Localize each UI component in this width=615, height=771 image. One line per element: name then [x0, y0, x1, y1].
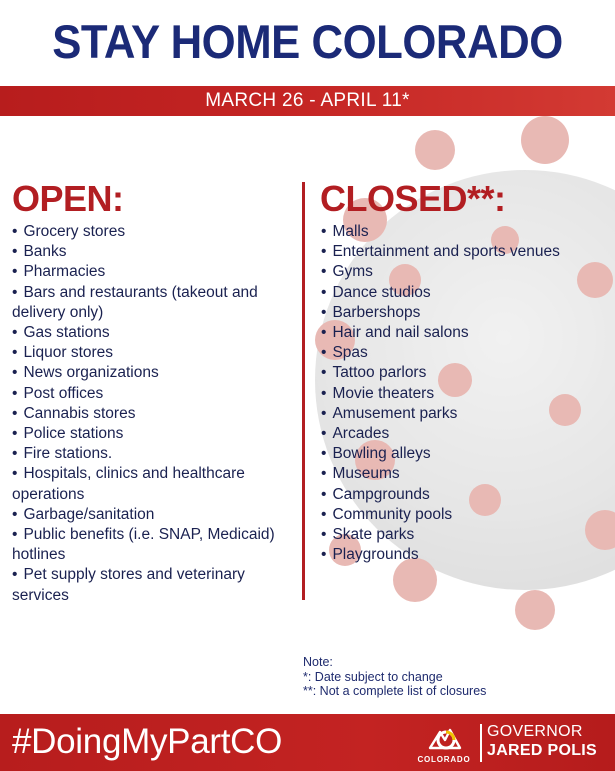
- list-item: • Entertainment and sports venues: [321, 242, 606, 262]
- open-list: [12, 222, 297, 606]
- list-item: • Playgrounds: [321, 545, 606, 565]
- date-banner: [0, 86, 615, 116]
- list-item: • Skate parks: [321, 525, 606, 545]
- list-item: • Police stations: [12, 424, 297, 444]
- list-item: • Cannabis stores: [12, 404, 297, 424]
- list-item: • Malls: [321, 222, 606, 242]
- page-title: STAY HOME COLORADO: [52, 15, 563, 68]
- list-item: • Arcades: [321, 424, 606, 444]
- governor-name: JARED POLIS: [487, 742, 597, 759]
- list-item: • Museums: [321, 464, 606, 484]
- governor-title: GOVERNOR: [487, 723, 583, 740]
- list-item: • Bars and restaurants (takeout and delivery only): [12, 283, 297, 323]
- list-item: • Spas: [321, 343, 606, 363]
- list-item: • Post offices: [12, 384, 297, 404]
- list-item: • Tattoo parlors: [321, 363, 606, 383]
- list-item: • Pharmacies: [12, 262, 297, 282]
- note-label: Note:: [303, 655, 333, 669]
- list-item: • Liquor stores: [12, 343, 297, 363]
- list-item: • Amusement parks: [321, 404, 606, 424]
- list-item: • Public benefits (i.e. SNAP, Medicaid) hotlines: [12, 525, 297, 565]
- note-line-date: *: Date subject to change: [303, 669, 443, 684]
- list-item: • Banks: [12, 242, 297, 262]
- list-item: • Hair and nail salons: [321, 323, 606, 343]
- footer-banner: [0, 714, 615, 771]
- footer-divider: [480, 724, 482, 762]
- list-item: • News organizations: [12, 363, 297, 383]
- list-item: • Community pools: [321, 505, 606, 525]
- colorado-state-logo-icon: [428, 718, 462, 754]
- list-item: • Movie theaters: [321, 384, 606, 404]
- colorado-logo: [412, 718, 476, 768]
- date-range: MARCH 26 - APRIL 11*: [205, 90, 410, 111]
- closed-list: [321, 222, 606, 565]
- note-line-closures: **: Not a complete list of closures: [303, 684, 487, 698]
- list-item: • Gyms: [321, 262, 606, 282]
- footnote: [303, 655, 486, 699]
- list-item: • Campgrounds: [321, 485, 606, 505]
- list-item: • Fire stations.: [12, 444, 297, 464]
- list-item: • Bowling alleys: [321, 444, 606, 464]
- list-item: • Dance studios: [321, 283, 606, 303]
- closed-heading: CLOSED**:: [320, 178, 506, 219]
- logo-text: COLORADO: [417, 755, 471, 764]
- open-heading: OPEN:: [12, 178, 124, 219]
- list-item: • Grocery stores: [12, 222, 297, 242]
- list-item: • Garbage/sanitation: [12, 505, 297, 525]
- list-item: • Pet supply stores and veterinary services: [12, 565, 297, 605]
- hashtag: #DoingMyPartCO: [12, 722, 283, 761]
- list-item: • Gas stations: [12, 323, 297, 343]
- list-item: • Barbershops: [321, 303, 606, 323]
- column-divider: [302, 182, 305, 600]
- list-item: • Hospitals, clinics and healthcare operations: [12, 464, 297, 504]
